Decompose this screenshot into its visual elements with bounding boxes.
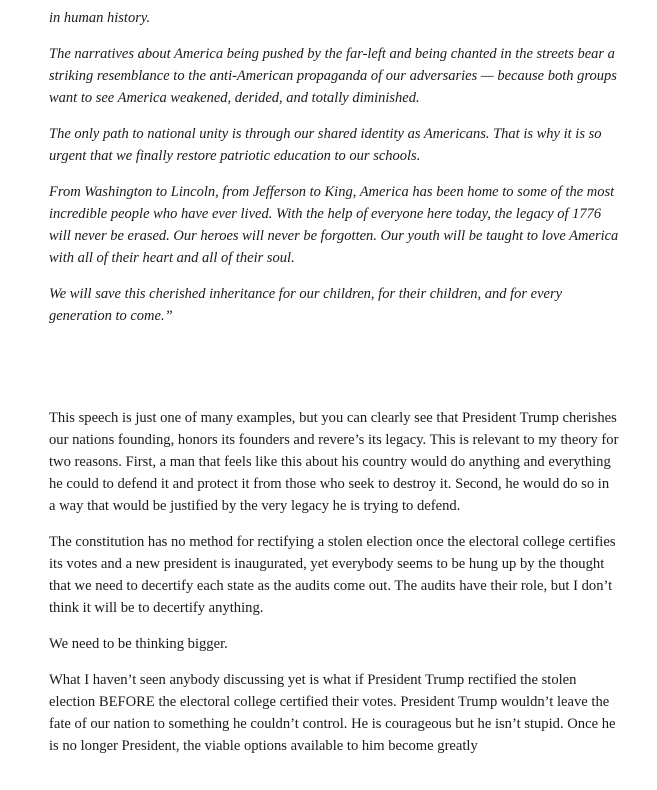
- quote-paragraph: The narratives about America being pushed by the far-left and being chanted in the streets bear a striking resemblance to the anti-American propaganda of our adversaries — because both groups want to see America weakened, derided, and totally diminished.: [49, 46, 617, 106]
- quote-paragraph: From Washington to Lincoln, from Jefferson to King, America has been home to some of the most incredible people who have ever lived. With the help of everyone here today, the legacy of 1776 will never be erased. Our heroes will never be forgotten. Our youth will be taught to love America with all of their heart and all of their soul.: [49, 184, 619, 266]
- quote-paragraph: We will save this cherished inheritance for our children, for their children, and for every generation to come.”: [49, 286, 563, 324]
- article-content: [49, 0, 619, 771]
- quote-paragraph: The only path to national unity is through our shared identity as Americans. That is why it is so urgent that we finally restore patriotic education to our schools.: [49, 126, 602, 164]
- speech-quote: [49, 7, 619, 327]
- body-paragraph: We need to be thinking bigger.: [49, 636, 228, 652]
- quote-paragraph: in human history.: [49, 10, 151, 26]
- body-paragraph: What I haven’t seen anybody discussing yet is what if President Trump rectified the stolen election BEFORE the electoral college certified their votes. President Trump wouldn’t leave the fate of our nation to something he couldn’t control. He is courageous but he isn’t stupid. Once he is no longer President, the viable options available to him become greatly: [49, 672, 616, 754]
- body-paragraph: The constitution has no method for rectifying a stolen election once the electoral college certifies its votes and a new president is inaugurated, yet everybody seems to be hung up by the thought that we need to decertify each state as the audits come out. The audits have their role, but I don’t think it will be to decertify anything.: [49, 534, 616, 616]
- body-paragraph: This speech is just one of many examples, but you can clearly see that President Trump cherishes our nations founding, honors its founders and revere’s its legacy. This is relevant to my theory for two reasons. First, a man that feels like this about his country would do anything and everything he could to defend it and protect it from those who seek to destroy it. Second, he would do so in a way that would be justified by the very legacy he is trying to defend.: [49, 410, 619, 514]
- article-body: [49, 407, 619, 757]
- section-spacer: [49, 341, 619, 407]
